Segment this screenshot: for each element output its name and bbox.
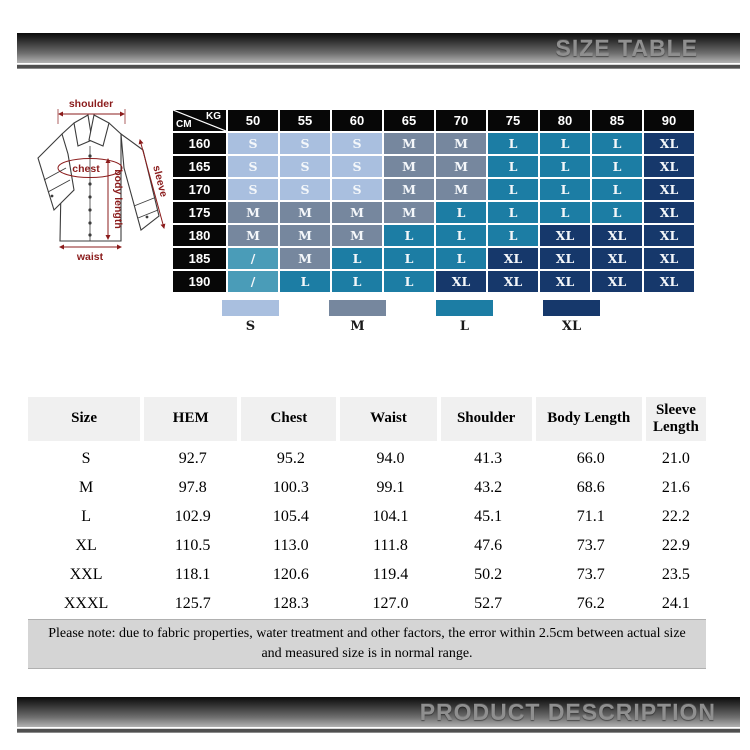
- matrix-size-cell: M: [436, 156, 486, 177]
- matrix-size-cell: XL: [592, 225, 642, 246]
- table-row: [28, 560, 706, 589]
- height-header-160: 160: [173, 133, 226, 154]
- table-row: [28, 531, 706, 560]
- table-cell: XXL: [69, 565, 103, 583]
- table-cell: 73.7: [576, 565, 605, 583]
- legend-label: S: [245, 319, 256, 334]
- shirt-drawing: [28, 96, 180, 282]
- legend-label: L: [459, 319, 470, 334]
- matrix-size-cell: L: [488, 179, 538, 200]
- sleeve-label: sleeve: [150, 164, 170, 199]
- column-header: Chest: [241, 397, 340, 441]
- matrix-size-cell: XL: [644, 156, 694, 177]
- body-length-label: body length: [112, 169, 124, 229]
- matrix-size-cell: M: [384, 179, 434, 200]
- table-cell: 111.8: [373, 536, 408, 554]
- matrix-size-cell: XL: [488, 248, 538, 269]
- matrix-size-cell: XL: [436, 271, 486, 292]
- matrix-size-cell: L: [332, 248, 382, 269]
- table-cell: 119.4: [372, 565, 409, 583]
- matrix-size-cell: M: [384, 156, 434, 177]
- matrix-size-cell: L: [332, 271, 382, 292]
- kg-axis-label: KG: [206, 111, 221, 122]
- table-row: [28, 473, 706, 502]
- weight-header-50: 50: [228, 110, 278, 131]
- matrix-size-cell: L: [488, 202, 538, 223]
- matrix-size-cell: L: [488, 225, 538, 246]
- matrix-size-cell: L: [436, 248, 486, 269]
- weight-header-80: 80: [540, 110, 590, 131]
- matrix-size-cell: XL: [644, 248, 694, 269]
- table-row: [28, 502, 706, 531]
- table-cell: 104.1: [372, 507, 409, 525]
- matrix-size-cell: S: [228, 156, 278, 177]
- legend-swatch-m: [329, 300, 386, 316]
- shirt-measurement-diagram: [28, 96, 180, 282]
- legend-swatch-xl: [543, 300, 600, 316]
- matrix-size-cell: XL: [540, 225, 590, 246]
- table-cell: 99.1: [376, 478, 405, 496]
- height-header-190: 190: [173, 271, 226, 292]
- cm-axis-label: CM: [176, 119, 192, 130]
- measurement-table-header-row: [28, 397, 706, 441]
- legend-item-l: [411, 300, 518, 334]
- table-cell: 21.6: [661, 478, 690, 496]
- matrix-size-cell: L: [488, 156, 538, 177]
- table-cell: 118.1: [175, 565, 211, 583]
- weight-header-55: 55: [280, 110, 330, 131]
- column-header: Size: [28, 397, 144, 441]
- measurement-tolerance-note: [28, 619, 706, 669]
- matrix-size-cell: XL: [592, 248, 642, 269]
- height-header-165: 165: [173, 156, 226, 177]
- chest-label: chest: [72, 163, 100, 175]
- table-cell: 92.7: [178, 449, 207, 467]
- shirt-body: [38, 115, 159, 241]
- matrix-size-cell: L: [280, 271, 330, 292]
- table-cell: 100.3: [272, 478, 309, 496]
- matrix-size-cell: S: [332, 133, 382, 154]
- matrix-size-cell: XL: [488, 271, 538, 292]
- height-header-175: 175: [173, 202, 226, 223]
- table-row: [28, 441, 706, 473]
- legend-swatch-l: [436, 300, 493, 316]
- matrix-size-cell: M: [384, 133, 434, 154]
- matrix-size-cell: S: [280, 133, 330, 154]
- matrix-size-cell: S: [280, 179, 330, 200]
- height-header-170: 170: [173, 179, 226, 200]
- product-description-banner-title: PRODUCT DESCRIPTION: [419, 698, 716, 725]
- matrix-size-cell: XL: [540, 271, 590, 292]
- height-header-185: 185: [173, 248, 226, 269]
- matrix-size-cell: S: [228, 133, 278, 154]
- table-cell: 120.6: [272, 565, 309, 583]
- size-color-legend: [197, 300, 625, 334]
- matrix-size-cell: L: [540, 179, 590, 200]
- legend-swatch-s: [222, 300, 279, 316]
- banner-divider: [17, 64, 740, 69]
- note-line: Please note: due to fabric properties, water treatment and other factors, the error within 2.5cm between actual size: [48, 626, 686, 641]
- column-header: Body Length: [536, 397, 646, 441]
- table-cell: 47.6: [474, 536, 503, 554]
- table-cell: 125.7: [174, 594, 211, 612]
- weight-header-85: 85: [592, 110, 642, 131]
- table-cell: 105.4: [272, 507, 309, 525]
- legend-item-xl: [518, 300, 625, 334]
- matrix-size-cell: S: [280, 156, 330, 177]
- matrix-size-cell: XL: [644, 202, 694, 223]
- matrix-size-cell: M: [332, 225, 382, 246]
- matrix-size-cell: L: [592, 156, 642, 177]
- matrix-size-cell: L: [540, 156, 590, 177]
- weight-header-60: 60: [332, 110, 382, 131]
- matrix-size-cell: M: [280, 248, 330, 269]
- legend-label: M: [350, 319, 365, 334]
- size-table-banner-title: SIZE TABLE: [555, 34, 698, 61]
- table-cell: 94.0: [376, 449, 405, 467]
- shoulder-label: shoulder: [68, 98, 114, 110]
- banner-divider: [17, 728, 740, 733]
- matrix-size-cell: XL: [644, 179, 694, 200]
- matrix-size-cell: XL: [644, 225, 694, 246]
- matrix-size-cell: M: [280, 202, 330, 223]
- matrix-size-cell: XL: [644, 133, 694, 154]
- matrix-corner-cell: [173, 110, 226, 131]
- matrix-size-cell: L: [436, 202, 486, 223]
- matrix-size-cell: XL: [540, 248, 590, 269]
- weight-header-70: 70: [436, 110, 486, 131]
- waist-label: waist: [76, 251, 104, 263]
- table-cell: S: [81, 449, 91, 467]
- weight-header-90: 90: [644, 110, 694, 131]
- product-description-banner: [17, 697, 740, 727]
- table-cell: 102.9: [174, 507, 211, 525]
- weight-header-75: 75: [488, 110, 538, 131]
- table-cell: XL: [75, 536, 97, 554]
- table-cell: 95.2: [276, 449, 305, 467]
- matrix-size-cell: M: [280, 225, 330, 246]
- table-cell: L: [81, 507, 91, 525]
- matrix-size-cell: L: [592, 179, 642, 200]
- weight-header-65: 65: [384, 110, 434, 131]
- matrix-size-cell: M: [436, 179, 486, 200]
- table-cell: 21.0: [661, 449, 690, 467]
- column-header: HEM: [144, 397, 241, 441]
- matrix-size-cell: S: [332, 179, 382, 200]
- note-line: and measured size is in normal range.: [261, 645, 473, 661]
- height-weight-size-matrix: [173, 110, 694, 292]
- matrix-size-cell: /: [228, 248, 278, 269]
- matrix-size-cell: S: [228, 179, 278, 200]
- table-cell: M: [78, 478, 94, 496]
- size-table-banner: [17, 33, 740, 63]
- table-cell: 23.5: [661, 565, 690, 583]
- matrix-size-cell: L: [384, 248, 434, 269]
- matrix-size-cell: L: [540, 202, 590, 223]
- table-cell: 127.0: [372, 594, 409, 612]
- table-cell: 128.3: [272, 594, 309, 612]
- matrix-size-cell: XL: [592, 271, 642, 292]
- column-header: Shoulder: [441, 397, 536, 441]
- matrix-size-cell: L: [592, 133, 642, 154]
- table-cell: 41.3: [474, 449, 503, 467]
- matrix-size-cell: M: [436, 133, 486, 154]
- table-cell: 97.8: [178, 478, 207, 496]
- table-cell: 22.2: [661, 507, 690, 525]
- table-cell: XXXL: [63, 594, 109, 612]
- matrix-size-cell: M: [228, 225, 278, 246]
- table-row: [28, 589, 706, 618]
- legend-item-s: [197, 300, 304, 334]
- column-header: Waist: [340, 397, 440, 441]
- table-cell: 110.5: [175, 536, 211, 554]
- table-cell: 68.6: [576, 478, 605, 496]
- matrix-size-cell: XL: [644, 271, 694, 292]
- legend-item-m: [304, 300, 411, 334]
- matrix-size-cell: L: [488, 133, 538, 154]
- table-cell: 43.2: [474, 478, 503, 496]
- legend-label: XL: [561, 319, 582, 334]
- table-cell: 22.9: [661, 536, 690, 554]
- height-header-180: 180: [173, 225, 226, 246]
- table-cell: 52.7: [474, 594, 503, 612]
- garment-measurement-table: [28, 397, 706, 618]
- table-cell: 66.0: [576, 449, 605, 467]
- table-cell: 76.2: [576, 594, 605, 612]
- matrix-size-cell: L: [436, 225, 486, 246]
- matrix-size-cell: /: [228, 271, 278, 292]
- matrix-size-cell: L: [540, 133, 590, 154]
- table-cell: 73.7: [576, 536, 605, 554]
- matrix-size-cell: L: [384, 225, 434, 246]
- column-header: Sleeve Length: [646, 397, 706, 441]
- matrix-size-cell: M: [332, 202, 382, 223]
- matrix-size-cell: S: [332, 156, 382, 177]
- matrix-size-cell: M: [384, 202, 434, 223]
- table-cell: 71.1: [576, 507, 605, 525]
- table-cell: 45.1: [474, 507, 503, 525]
- matrix-size-cell: M: [228, 202, 278, 223]
- table-cell: 113.0: [273, 536, 309, 554]
- matrix-size-cell: L: [592, 202, 642, 223]
- table-cell: 24.1: [661, 594, 690, 612]
- matrix-size-cell: L: [384, 271, 434, 292]
- table-cell: 50.2: [474, 565, 503, 583]
